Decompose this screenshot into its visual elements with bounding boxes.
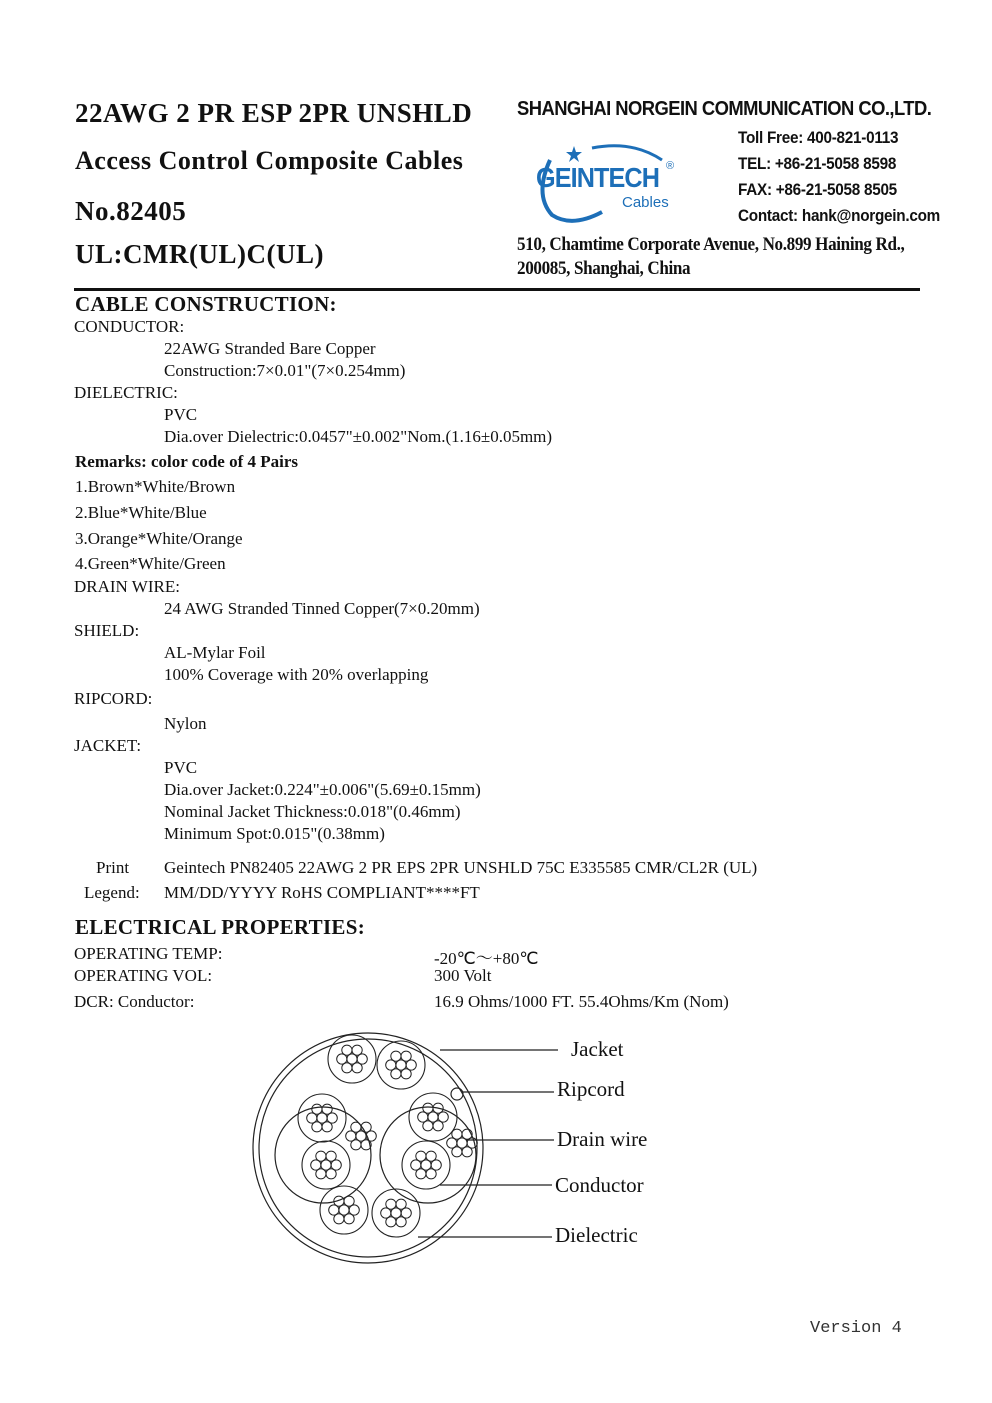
pair-1: 1.Brown*White/Brown	[75, 477, 236, 496]
ul-rating: UL:CMR(UL)C(UL)	[75, 239, 324, 269]
elec-label-dcr: DCR: Conductor:	[74, 992, 195, 1011]
print-legend-2: MM/DD/YYYY RoHS COMPLIANT****FT	[164, 883, 480, 902]
fax: FAX: +86-21-5058 8505	[738, 180, 897, 199]
strand	[326, 1169, 336, 1179]
conductor-value-1: 22AWG Stranded Bare Copper	[164, 339, 376, 358]
callout-drain: Drain wire	[557, 1127, 648, 1151]
elec-value-dcr: 16.9 Ohms/1000 FT. 55.4Ohms/Km (Nom)	[434, 992, 729, 1011]
ripcord	[451, 1088, 463, 1100]
elec-value-vol: 300 Volt	[434, 966, 492, 985]
callout-ripcord: Ripcord	[557, 1077, 625, 1101]
electrical-heading: ELECTRICAL PROPERTIES:	[75, 915, 366, 939]
shield-value-1: AL-Mylar Foil	[164, 643, 266, 662]
dielectric-label: DIELECTRIC:	[74, 383, 178, 402]
callout-conductor: Conductor	[555, 1173, 644, 1197]
geintech-logo	[532, 140, 682, 230]
strand	[426, 1169, 436, 1179]
company-name: SHANGHAI NORGEIN COMMUNICATION CO.,LTD.	[517, 98, 932, 120]
strand	[426, 1151, 436, 1161]
ripcord-label: RIPCORD:	[74, 689, 153, 708]
dielectric-value-2: Dia.over Dielectric:0.0457"±0.002"Nom.(1.16±0.05mm)	[164, 427, 553, 446]
logo-sub: Cables	[622, 194, 669, 211]
jacket-value-4: Minimum Spot:0.015"(0.38mm)	[164, 824, 385, 843]
header-divider	[74, 288, 920, 291]
strand	[312, 1104, 322, 1114]
address-line-1: 510, Chamtime Corporate Avenue, No.899 Haining Rd.,	[517, 234, 905, 255]
remarks: Remarks: color code of 4 Pairs	[75, 452, 298, 471]
jacket-inner	[259, 1039, 477, 1257]
elec-label-temp: OPERATING TEMP:	[74, 944, 223, 963]
strand	[322, 1104, 332, 1114]
pair-2: 2.Blue*White/Blue	[75, 503, 207, 522]
strand	[423, 1103, 433, 1113]
strand	[351, 1122, 361, 1132]
elec-label-vol: OPERATING VOL:	[74, 966, 213, 985]
strand	[433, 1121, 443, 1131]
strand	[386, 1199, 396, 1209]
shield-value-2: 100% Coverage with 20% overlapping	[164, 665, 429, 684]
contact-email: Contact: hank@norgein.com	[738, 206, 940, 225]
drain-label: DRAIN WIRE:	[74, 577, 180, 596]
strand	[342, 1045, 352, 1055]
conductor-label: CONDUCTOR:	[74, 317, 185, 336]
part-number: No.82405	[75, 196, 187, 226]
callout-dielectric: Dielectric	[555, 1223, 638, 1247]
pair-3: 3.Orange*White/Orange	[75, 529, 243, 548]
toll-free: Toll Free: 400-821-0113	[738, 128, 899, 147]
conductor-value-2: Construction:7×0.01"(7×0.254mm)	[164, 361, 406, 380]
dielectric-circle	[377, 1041, 425, 1089]
strand	[462, 1147, 472, 1157]
strand	[326, 1151, 336, 1161]
registered-mark: ®	[666, 160, 675, 172]
dielectric-value-1: PVC	[164, 405, 198, 424]
address-line-2: 200085, Shanghai, China	[517, 258, 691, 279]
print-legend-1: Geintech PN82405 22AWG 2 PR EPS 2PR UNSHLD 75C E335585 CMR/CL2R (UL)	[164, 858, 758, 877]
jacket-value-2: Dia.over Jacket:0.224"±0.006"(5.69±0.15mm)	[164, 780, 481, 799]
strand	[316, 1151, 326, 1161]
dielectric-circle	[409, 1093, 457, 1141]
cable-cross-section	[240, 1015, 570, 1285]
dielectric-circle	[302, 1141, 350, 1189]
jacket-outer	[253, 1033, 483, 1263]
strand	[352, 1045, 362, 1055]
strand	[401, 1051, 411, 1061]
ripcord-value: Nylon	[164, 714, 207, 733]
drain-value: 24 AWG Stranded Tinned Copper(7×0.20mm)	[164, 599, 480, 618]
strand	[344, 1214, 354, 1224]
dielectric-circle	[298, 1094, 346, 1142]
elec-value-temp: -20℃～+80℃	[434, 949, 539, 968]
product-title: 22AWG 2 PR ESP 2PR UNSHLD	[75, 98, 473, 128]
conductors	[298, 1035, 477, 1237]
jacket-label: JACKET:	[74, 736, 142, 755]
dielectric-circle	[402, 1141, 450, 1189]
strand	[401, 1069, 411, 1079]
jacket-value-3: Nominal Jacket Thickness:0.018"(0.46mm)	[164, 802, 461, 821]
legend-label: Legend:	[84, 883, 140, 902]
strand	[396, 1217, 406, 1227]
pair-4: 4.Green*White/Green	[75, 554, 226, 573]
product-subtitle: Access Control Composite Cables	[75, 146, 464, 175]
print-label: Print	[96, 858, 130, 877]
dielectric-circle	[372, 1189, 420, 1237]
construction-heading: CABLE CONSTRUCTION:	[75, 292, 337, 316]
jacket-value-1: PVC	[164, 758, 198, 777]
strand	[352, 1063, 362, 1073]
strand	[396, 1199, 406, 1209]
callout-jacket: Jacket	[571, 1037, 624, 1061]
logo-brand: GEINTECH	[536, 162, 660, 193]
version-label: Version 4	[810, 1319, 902, 1338]
shield-label: SHIELD:	[74, 621, 140, 640]
telephone: TEL: +86-21-5058 8598	[738, 154, 897, 173]
strand	[416, 1151, 426, 1161]
strand	[322, 1122, 332, 1132]
dielectric-circle	[328, 1035, 376, 1083]
dielectric-circle	[320, 1186, 368, 1234]
strand	[452, 1129, 462, 1139]
strand	[344, 1196, 354, 1206]
strand	[391, 1051, 401, 1061]
